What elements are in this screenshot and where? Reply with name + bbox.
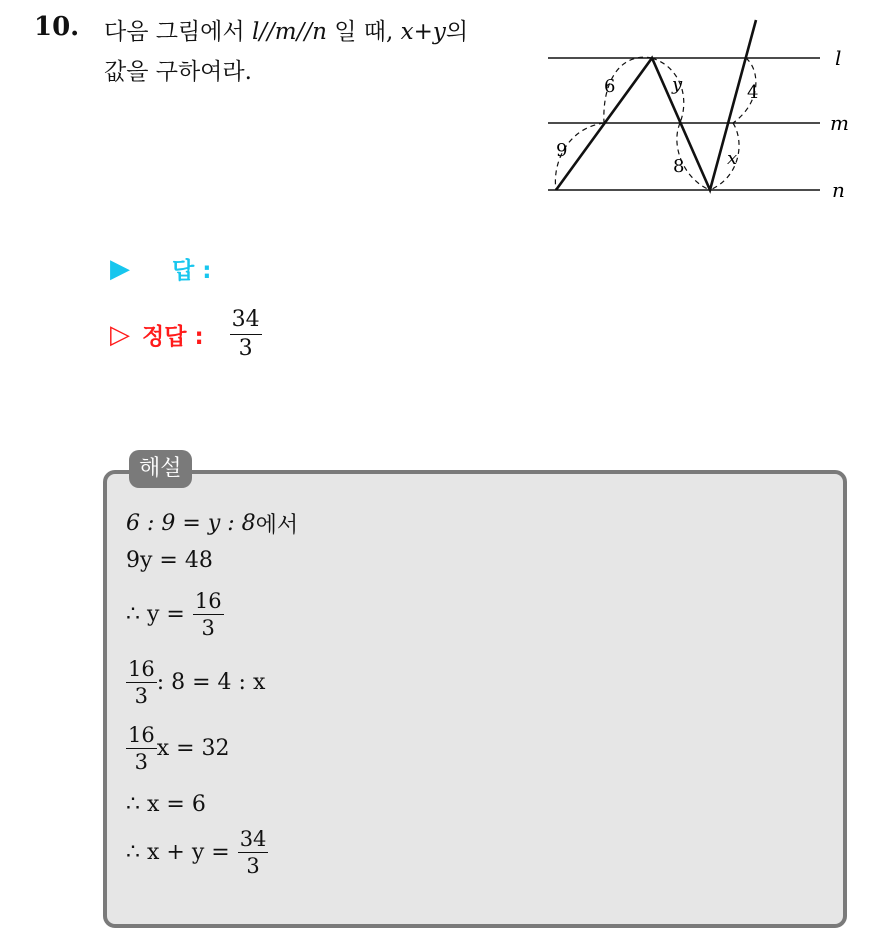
solution-line4-denominator: 3 [134, 684, 149, 708]
correct-answer-label: 정답 : [142, 324, 204, 350]
solution-line3-fraction [193, 588, 224, 641]
solution-line5-denominator: 3 [134, 750, 149, 774]
question-line1-pre: 다음 그림에서 [104, 19, 252, 45]
question-line-2: 값을 구하여라. [104, 59, 252, 85]
solution-line4-fraction [126, 656, 157, 709]
correct-answer-fraction [230, 306, 262, 363]
solution-line4-numerator: 16 [128, 657, 155, 681]
segment-label-9: 9 [556, 140, 568, 161]
solution-line5-numerator: 16 [128, 723, 155, 747]
segment-label-8: 8 [673, 156, 685, 177]
solution-line-1 [126, 508, 298, 539]
solution-line-6: ∴ x = 6 [126, 792, 206, 817]
solution-line-7 [126, 826, 268, 879]
segment-label-y: y [672, 74, 683, 95]
correct-answer-denominator: 3 [238, 336, 253, 361]
solution-tag: 해설 [129, 450, 192, 488]
solution-line7-pre: ∴ x + y = [126, 840, 230, 865]
question-line1-mid: 일 때, [326, 19, 401, 45]
solution-line4-post: : 8 = 4 : x [156, 670, 266, 695]
label-n: n [832, 178, 845, 202]
solution-line5-post: x = 32 [156, 736, 230, 761]
solution-line7-fraction [238, 826, 269, 879]
parallel-lines-diagram [540, 12, 860, 212]
question-sum-expr: x+y [400, 19, 446, 45]
solution-line3-denominator: 3 [201, 616, 215, 640]
solution-line-3 [126, 588, 224, 641]
solution-line1-suffix: 에서 [255, 513, 299, 538]
question-line1-post: 의 [445, 19, 469, 45]
solution-line-2: 9y = 48 [126, 548, 213, 573]
answer-label: 답 : [172, 258, 212, 284]
filled-triangle-icon: ▶ [110, 253, 130, 284]
segment-label-4: 4 [747, 82, 759, 103]
transversal-zigzag [556, 20, 759, 190]
solution-line-5 [126, 722, 230, 775]
solution-line-4 [126, 656, 265, 709]
question-line-1 [104, 12, 524, 52]
question-parallel-expr: l//m//n [251, 19, 327, 45]
solution-line5-fraction [126, 722, 157, 775]
question-text [104, 12, 524, 92]
solution-line3-numerator: 16 [194, 589, 222, 613]
solution-proportion: 6 : 9 = y : 8 [126, 511, 256, 536]
segment-label-6: 6 [604, 76, 616, 97]
answer-blank-row [110, 252, 211, 285]
label-l: l [835, 46, 842, 70]
label-m: m [830, 111, 849, 135]
question-number: 10. [34, 12, 80, 42]
solution-line7-denominator: 3 [246, 854, 260, 878]
segment-label-x: x [727, 148, 738, 169]
correct-answer-row [110, 306, 262, 363]
solution-line7-numerator: 34 [239, 827, 267, 851]
correct-answer-numerator: 34 [230, 306, 262, 335]
outline-triangle-icon: ▷ [110, 319, 130, 350]
solution-line3-pre: ∴ y = [126, 602, 185, 627]
